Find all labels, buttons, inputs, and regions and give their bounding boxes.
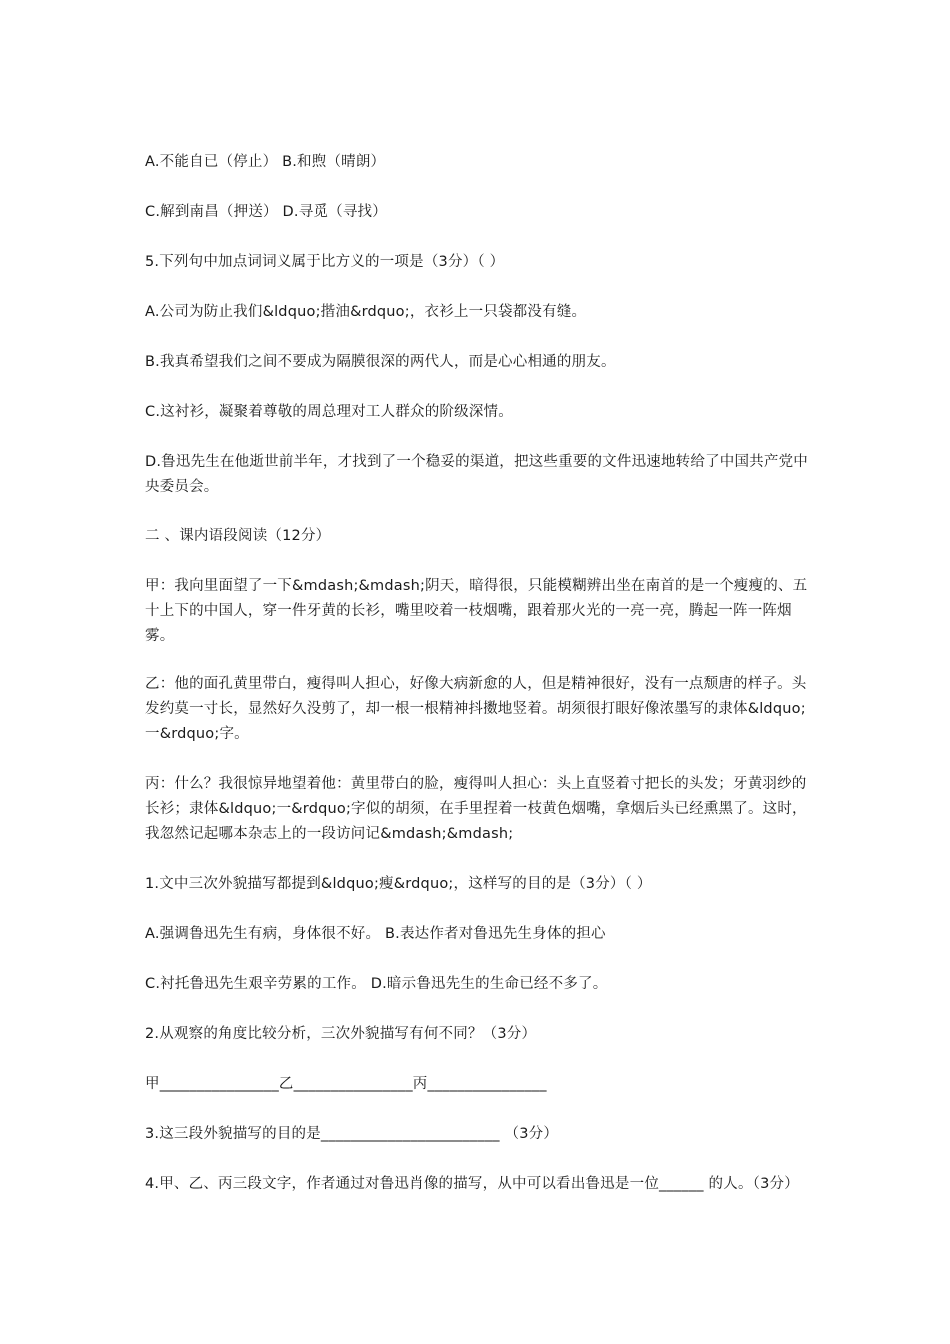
question5-option-c: C.这衬衫，凝聚着尊敬的周总理对工人群众的阶级深情。 (145, 404, 513, 420)
reading-question-2: 2.从观察的角度比较分析，三次外貌描写有何不同？（3分） (145, 1026, 537, 1042)
reading-question-4: 4.甲、乙、丙三段文字，作者通过对鲁迅肖像的描写，从中可以看出鲁迅是一位______ 的人。（3分） (145, 1176, 799, 1192)
question4-options-ab: A.不能自已（停止） B.和煦（晴朗） (145, 154, 386, 170)
reading-question-2-blanks: 甲________________乙________________丙________________ (145, 1076, 547, 1092)
question5-option-a: A.公司为防止我们&ldquo;揩油&rdquo;，衣衫上一只袋都没有缝。 (145, 304, 587, 320)
reading-question-1-options-cd: C.衬托鲁迅先生艰辛劳累的工作。 D.暗示鲁迅先生的生命已经不多了。 (145, 976, 608, 992)
question5-stem: 5.下列句中加点词词义属于比方义的一项是（3分）（ ） (145, 254, 505, 270)
reading-question-3: 3.这三段外貌描写的目的是________________________ （3分） (145, 1126, 559, 1142)
passage-bing: 丙：什么？我很惊异地望着他：黄里带白的脸，瘦得叫人担心：头上直竖着寸把长的头发；牙黄羽纱的长衫；隶体&ldquo;一&rdquo;字似的胡须，在手里捏着一枝黄色烟嘴，拿烟后头已经熏黑了。这时，我忽然记起哪本杂志上的一段访问记&mdash;&mdash; (145, 776, 807, 842)
reading-question-1: 1.文中三次外貌描写都提到&ldquo;瘦&rdquo;，这样写的目的是（3分）（ ） (145, 876, 652, 892)
passage-yi: 乙：他的面孔黄里带白，瘦得叫人担心，好像大病新愈的人，但是精神很好，没有一点颓唐的样子。头发约莫一寸长，显然好久没剪了，却一根一根精神抖擞地竖着。胡须很打眼好像浓墨写的隶体&ldquo;一&rdquo;字。 (145, 676, 807, 742)
reading-question-1-options-ab: A.强调鲁迅先生有病，身体很不好。 B.表达作者对鲁迅先生身体的担心 (145, 926, 606, 942)
question4-options-cd: C.解到南昌（押送） D.寻觅（寻找） (145, 204, 387, 220)
question5-option-d: D.鲁迅先生在他逝世前半年，才找到了一个稳妥的渠道，把这些重要的文件迅速地转给了中国共产党中央委员会。 (145, 454, 808, 495)
passage-jia: 甲：我向里面望了一下&mdash;&mdash;阴天，暗得很，只能模糊辨出坐在南首的是一个瘦瘦的、五十上下的中国人，穿一件牙黄的长衫，嘴里咬着一枝烟嘴，跟着那火光的一亮一亮，腾起一阵一阵烟雾。 (145, 578, 808, 644)
question5-option-b: B.我真希望我们之间不要成为隔膜很深的两代人，而是心心相通的朋友。 (145, 354, 616, 370)
section-2-heading: 二 、课内语段阅读（12分） (145, 528, 331, 544)
